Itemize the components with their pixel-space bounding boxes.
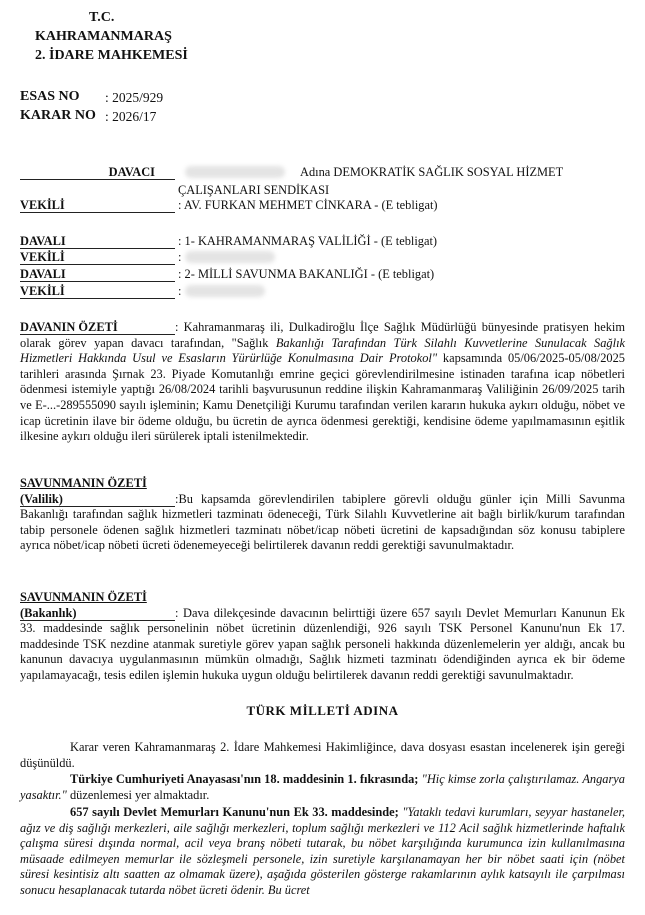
- savunma-title: SAVUNMANIN ÖZETİ: [20, 476, 147, 490]
- davali-value: : 1- KAHRAMANMARAŞ VALİLİĞİ - (E tebligat): [178, 234, 438, 248]
- redacted-name: [185, 166, 285, 178]
- summary-text-cont: kapsamında 05/06/2025-05/08/2025 tarihleri arasında Şırnak 23. Piyade Komutanlığı emrine geçici görevlendirilmesine istinaden tarafına icap nöbetleri ödenmesi istemiyle yaptığı 26/08/2024 tarihli başvurusunun reddine ilişkin Kahramanmaraş Valiliğinin 26/09/2025 tarih ve E-...-289555090 sayılı işleminin; Kamu Denetçiliği Kurumu tarafından verilen kararın hukuka aykırı olduğu, nöbet ve icap ücretinin ilave bir ödeme olduğu, bu ücretin de ayrıca ödenmesi gerektiği, kendisine ödeme yapılmamasının eşitlik ilkesine aykırı olduğu ileri sürülerek iptali istenilmektedir.: [20, 351, 625, 444]
- karar-value: : 2026/17: [105, 109, 157, 124]
- karar-label: KARAR NO: [20, 108, 96, 123]
- decision-p1: Karar veren Kahramanmaraş 2. İdare Mahkemesi Hakimliğince, dava dosyası esastan incelenerek işin gereği düşünüldü.: [20, 740, 625, 770]
- davali-label: DAVALI: [20, 267, 175, 282]
- constitution-ref: Türkiye Cumhuriyeti Anayasası'nın 18. maddesinin 1. fıkrasında;: [70, 772, 419, 786]
- vekili-label: VEKİLİ: [20, 284, 175, 299]
- decision-p3: [20, 805, 625, 899]
- header-tc: T.C.: [89, 10, 115, 25]
- vekili-value: :: [178, 250, 182, 264]
- header-court: 2. İDARE MAHKEMESİ: [35, 48, 188, 63]
- davanin-ozeti-label: DAVANIN ÖZETİ: [20, 321, 175, 335]
- savunma-bakanlik: [20, 590, 625, 684]
- bakanlik-text: : Dava dilekçesinde davacının belirttiği üzere 657 sayılı Devlet Memurları Kanunun Ek 33. maddesinde sağlık personelinin nöbet ücretinin düzenlendiği, 926 sayılı TSK Personel Kanunu'nun Ek 17. maddesinde TSK nezdine atanmak suretiyle görev yapan sağlık personeli hakkında düzenlemelerin yer aldığı, ancak bu kanunun davacıya uygulanmasının mümkün olmadığı, Sağlık hizmeti tazminatı ödendiğinden ayrıca ek bir ödeme yapılamayacağı, tesis edilen işlemin hukuka uygun olduğu belirtilerek davanın reddi gerektiği savunulmaktadır.: [20, 605, 625, 682]
- summary-text: : Kahramanmaraş ili, Dulkadiroğlu İlçe Sağlık Müdürlüğü bünyesinde pratisyen hekim olarak görev yapan davacı tarafından, "Sağlık: [20, 320, 625, 350]
- davaci-value: Adına DEMOKRATİK SAĞLIK SOSYAL HİZMET: [300, 165, 564, 179]
- decision-title: TÜRK MİLLETİ ADINA: [246, 703, 399, 718]
- redacted-name: [185, 251, 275, 263]
- bakanlik-label: (Bakanlık): [20, 607, 175, 621]
- decision-p2: [20, 772, 625, 803]
- valilik-text: :Bu kapsamda görevlendirilen tabiplere görevli olduğu günler için Milli Savunma Bakanlığı tarafından sağlık hizmetleri tazminatı ödeneceği, Türk Silahlı Kuvvetlerine ait bağlı birlik/kurum tarafından tabip personele ödenen sağlık hizmetleri tazminatı nöbet/icap nöbeti ücretini de kapsadığından söz konusu tabiplere ayrıca nöbet/icap nöbeti ücreti ödenemeyeceği belirtilerek davanın reddi gerektiği savunulmaktadır.: [20, 491, 625, 553]
- vekili-value: : AV. FURKAN MEHMET CİNKARA - (E tebligat): [178, 198, 438, 212]
- law-ref: 657 sayılı Devlet Memurları Kanunu'nun Ek 33. maddesinde;: [70, 805, 399, 819]
- constitution-quote: "Hiç kimse zorla çalıştırılamaz. Angarya yasaktır.": [20, 772, 625, 802]
- decision-p2-rest: düzenlemesi yer almaktadır.: [66, 787, 210, 802]
- davali-label: DAVALI: [20, 234, 175, 249]
- header-city: KAHRAMANMARAŞ: [35, 29, 172, 44]
- vekili-label: VEKİLİ: [20, 250, 175, 265]
- savunma-valilik: [20, 476, 625, 554]
- davali-value: : 2- MİLLİ SAVUNMA BAKANLIĞI - (E tebligat): [178, 267, 435, 281]
- law-quote: "Yataklı tedavi kurumları, seyyar hastaneler, ağız ve diş sağlığı merkezleri, aile sağlığı merkezleri, toplum sağlığı merkezleri ve 112 Acil sağlık hizmetlerinde haftalık çalışma süresi dışında normal, acil veya branş nöbeti tutarak, bu nöbet karşılığında kurumunca izin kullanılmasına müsaade edilmeyen memurlar ile sözleşmeli personele, izin suretiyle karşılanamayan her bir nöbet saati için (nöbet süresi kesintisiz altı saatten az olmamak üzere), aşağıda gösterilen gösterge rakamlarının aylık katsayılı ile çarpılması sonucu hesaplanacak tutarda nöbet ücreti ödenir. Bu ücret: [20, 805, 625, 897]
- davanin-ozeti: [20, 320, 625, 445]
- esas-label: ESAS NO: [20, 89, 80, 104]
- davaci-value-cont: ÇALIŞANLARI SENDİKASI: [178, 183, 330, 197]
- davaci-label: DAVACI: [20, 165, 175, 180]
- esas-value: : 2025/929: [105, 90, 164, 105]
- summary-italic: Bakanlığı Tarafından Türk Silahlı Kuvvetlerine Sunulacak Sağlık Hizmetleri Hakkında Usul ve Esasların Yürürlüğe Konulmasına Dair Protokol": [20, 335, 626, 366]
- redacted-name: [185, 285, 265, 297]
- valilik-label: (Valilik): [20, 493, 175, 507]
- savunma-title: SAVUNMANIN ÖZETİ: [20, 590, 147, 604]
- vekili-label: VEKİLİ: [20, 198, 175, 213]
- vekili-value: :: [178, 284, 182, 298]
